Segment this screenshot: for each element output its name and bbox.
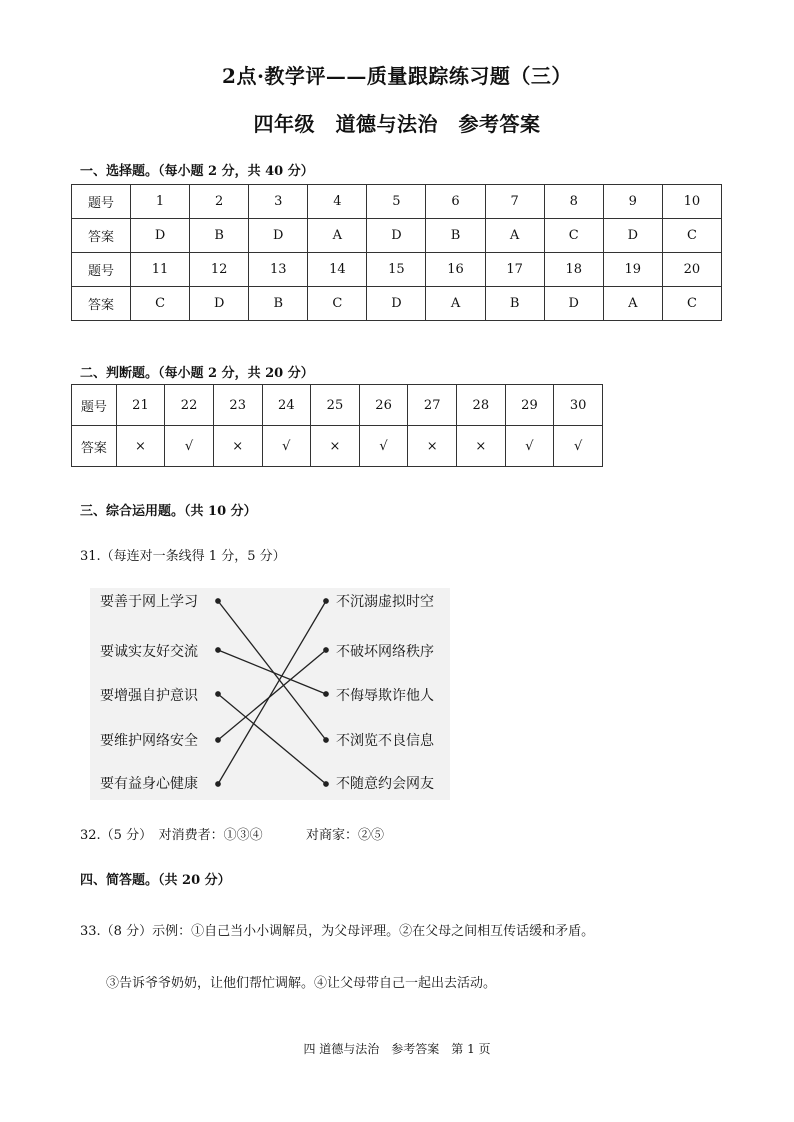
question-number: 22 bbox=[165, 385, 214, 426]
right-item: 不破坏网络秩序 bbox=[336, 644, 434, 660]
right-item: 不侮辱欺诈他人 bbox=[336, 688, 434, 704]
question-32-merchant: 对商家：②⑤ bbox=[306, 828, 385, 843]
section3-heading: 三、综合运用题。（共 10 分） bbox=[80, 504, 257, 519]
section1-heading: 一、选择题。（每小题 2 分，共 40 分） bbox=[80, 164, 314, 179]
right-dot bbox=[324, 738, 328, 742]
question-number: 5 bbox=[367, 185, 426, 219]
left-dot bbox=[216, 738, 220, 742]
answer-cell: A bbox=[485, 219, 544, 253]
match-line bbox=[218, 694, 326, 784]
right-dot bbox=[324, 599, 328, 603]
question-number: 2 bbox=[190, 185, 249, 219]
section4-heading: 四、简答题。（共 20 分） bbox=[80, 873, 231, 888]
question-number: 18 bbox=[544, 253, 603, 287]
question-number: 13 bbox=[249, 253, 308, 287]
answer-cell: D bbox=[367, 287, 426, 321]
question-number: 25 bbox=[311, 385, 360, 426]
question-number: 15 bbox=[367, 253, 426, 287]
question-number: 8 bbox=[544, 185, 603, 219]
left-item: 要增强自护意识 bbox=[100, 688, 198, 704]
question-31: 31.（每连对一条线得 1 分，5 分） bbox=[80, 549, 286, 564]
question-number: 9 bbox=[603, 185, 662, 219]
answer-cell: C bbox=[662, 219, 721, 253]
left-item: 要诚实友好交流 bbox=[100, 644, 198, 660]
answer-cell: D bbox=[190, 287, 249, 321]
left-item: 要有益身心健康 bbox=[100, 776, 198, 792]
left-item: 要维护网络安全 bbox=[100, 733, 198, 749]
answer-cell: D bbox=[603, 219, 662, 253]
question-number: 23 bbox=[213, 385, 262, 426]
left-dot bbox=[216, 599, 220, 603]
question-number: 17 bbox=[485, 253, 544, 287]
answer-cell: D bbox=[367, 219, 426, 253]
question-number: 7 bbox=[485, 185, 544, 219]
answer-cell: √ bbox=[359, 426, 408, 467]
row-label: 答案 bbox=[72, 287, 131, 321]
answer-cell: B bbox=[485, 287, 544, 321]
answer-cell: A bbox=[603, 287, 662, 321]
right-item: 不沉溺虚拟时空 bbox=[336, 594, 434, 610]
right-item: 不浏览不良信息 bbox=[336, 733, 434, 749]
match-line bbox=[218, 650, 326, 740]
left-dot bbox=[216, 648, 220, 652]
left-dot bbox=[216, 782, 220, 786]
row-label: 题号 bbox=[72, 185, 131, 219]
question-number: 28 bbox=[457, 385, 506, 426]
question-number: 24 bbox=[262, 385, 311, 426]
question-number: 1 bbox=[131, 185, 190, 219]
right-dot bbox=[324, 782, 328, 786]
answer-cell: × bbox=[213, 426, 262, 467]
answer-cell: √ bbox=[554, 426, 603, 467]
answer-cell: × bbox=[457, 426, 506, 467]
answer-cell: C bbox=[662, 287, 721, 321]
section2-heading: 二、判断题。（每小题 2 分，共 20 分） bbox=[80, 366, 314, 381]
question-number: 20 bbox=[662, 253, 721, 287]
row-label: 答案 bbox=[72, 219, 131, 253]
left-dot bbox=[216, 692, 220, 696]
right-dot bbox=[324, 648, 328, 652]
right-dot bbox=[324, 692, 328, 696]
row-label: 题号 bbox=[72, 385, 117, 426]
question-number: 27 bbox=[408, 385, 457, 426]
answer-cell: C bbox=[131, 287, 190, 321]
answer-cell: B bbox=[190, 219, 249, 253]
question-number: 16 bbox=[426, 253, 485, 287]
answer-cell: D bbox=[249, 219, 308, 253]
match-line bbox=[218, 601, 326, 740]
question-33-line2: ③告诉爷爷奶奶，让他们帮忙调解。④让父母带自己一起出去活动。 bbox=[106, 976, 497, 991]
question-number: 12 bbox=[190, 253, 249, 287]
question-33-line1: 33.（8 分）示例：①自己当小小调解员，为父母评理。②在父母之间相互传话缓和矛盾。 bbox=[80, 924, 595, 939]
answer-cell: B bbox=[249, 287, 308, 321]
question-number: 21 bbox=[116, 385, 165, 426]
page-title: 2点·教学评——质量跟踪练习题（三） bbox=[222, 64, 572, 88]
question-number: 26 bbox=[359, 385, 408, 426]
answer-cell: C bbox=[308, 287, 367, 321]
question-number: 14 bbox=[308, 253, 367, 287]
question-number: 3 bbox=[249, 185, 308, 219]
left-item: 要善于网上学习 bbox=[100, 594, 198, 610]
question-number: 4 bbox=[308, 185, 367, 219]
answer-cell: √ bbox=[165, 426, 214, 467]
page-subtitle: 四年级 道德与法治 参考答案 bbox=[253, 112, 541, 136]
answer-cell: B bbox=[426, 219, 485, 253]
row-label: 答案 bbox=[72, 426, 117, 467]
answer-cell: A bbox=[308, 219, 367, 253]
answer-cell: √ bbox=[505, 426, 554, 467]
question-number: 10 bbox=[662, 185, 721, 219]
question-number: 30 bbox=[554, 385, 603, 426]
answer-cell: √ bbox=[262, 426, 311, 467]
question-number: 19 bbox=[603, 253, 662, 287]
answer-cell: × bbox=[116, 426, 165, 467]
question-32-consumer: 32.（5 分） 对消费者：①③④ bbox=[80, 828, 263, 843]
answer-cell: A bbox=[426, 287, 485, 321]
answer-cell: D bbox=[544, 287, 603, 321]
answer-cell: × bbox=[408, 426, 457, 467]
answer-cell: C bbox=[544, 219, 603, 253]
question-number: 6 bbox=[426, 185, 485, 219]
right-item: 不随意约会网友 bbox=[336, 776, 434, 792]
answer-cell: × bbox=[311, 426, 360, 467]
row-label: 题号 bbox=[72, 253, 131, 287]
question-number: 11 bbox=[131, 253, 190, 287]
answer-cell: D bbox=[131, 219, 190, 253]
page-footer: 四 道德与法治 参考答案 第 1 页 bbox=[303, 1042, 491, 1056]
match-line bbox=[218, 601, 326, 784]
question-number: 29 bbox=[505, 385, 554, 426]
match-line bbox=[218, 650, 326, 694]
